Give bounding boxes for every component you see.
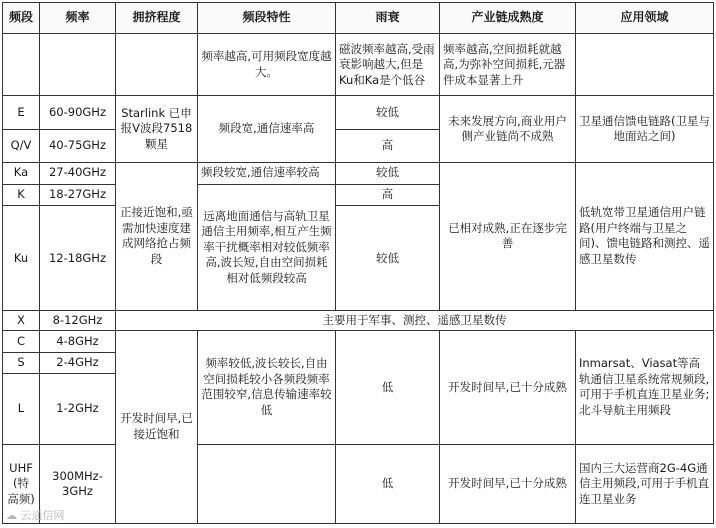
band-name: UHF (特 高频) [3, 445, 40, 524]
band-frequency: 27-40GHz [40, 162, 116, 184]
rain-fade-cell: 低 [336, 330, 440, 444]
table-row [3, 162, 714, 184]
crowding-cell: 正接近饱和,亟需加快速度建成网络抢占频段 [116, 162, 198, 310]
band-frequency: 12-18GHz [40, 206, 116, 311]
header-maturity: 产业链成熟度 [440, 3, 576, 34]
band-name: K [3, 184, 40, 206]
band-frequency: 60-90GHz [40, 96, 116, 129]
empty-cell [3, 34, 40, 96]
header-rain-fade: 雨衰 [336, 3, 440, 34]
header-crowding: 拥挤程度 [116, 3, 198, 34]
band-frequency: 8-12GHz [40, 311, 116, 331]
table-row [3, 330, 714, 352]
header-characteristics: 频段特性 [198, 3, 336, 34]
band-frequency: 40-75GHz [40, 129, 116, 162]
header-application: 应用领域 [576, 3, 714, 34]
summary-characteristics: 频率越高,可用频段宽度越大。 [198, 34, 336, 96]
band-name: Ku [3, 206, 40, 311]
band-name: Q/V [3, 129, 40, 162]
application-cell: 低轨宽带卫星通信用户链路(用户终端与卫星之间)、馈电链路和测控、遥感卫星数传 [576, 162, 714, 310]
characteristics-cell: 远离地面通信与高轨卫星通信主用频率,相互产生频率干扰概率相对较低频率高,波长短,自由空间损耗相对低频段较高 [198, 184, 336, 311]
watermark-text: 云通信网 [20, 509, 65, 522]
band-frequency: 4-8GHz [40, 330, 116, 352]
rain-fade-cell: 较低 [336, 206, 440, 311]
rain-fade-cell: 高 [336, 184, 440, 206]
band-name: L [3, 374, 40, 445]
header-frequency: 频率 [40, 3, 116, 34]
table-row [3, 96, 714, 129]
cloud-icon: ☁ [6, 509, 17, 522]
band-name: S [3, 352, 40, 374]
band-name: E [3, 96, 40, 129]
band-frequency: 2-4GHz [40, 352, 116, 374]
crowding-cell: Starlink 已申报V波段7518颗星 [116, 96, 198, 162]
characteristics-cell: 频率较低,波长较长,自由空间损耗较小各频段频率范围较窄,信息传输速率较低 [198, 330, 336, 444]
band-name: X [3, 311, 40, 331]
maturity-cell: 已相对成熟,正在逐步完善 [440, 162, 576, 310]
characteristics-cell: 频段宽,通信速率高 [198, 96, 336, 162]
empty-cell [576, 34, 714, 96]
rain-fade-cell: 较低 [336, 96, 440, 129]
watermark-logo [6, 507, 65, 523]
table-row [3, 445, 714, 524]
band-frequency: 18-27GHz [40, 184, 116, 206]
rain-fade-cell: 较低 [336, 162, 440, 184]
band-frequency: 1-2GHz [40, 374, 116, 445]
maturity-cell: 开发时间早,已十分成熟 [440, 445, 576, 524]
rain-fade-cell: 高 [336, 129, 440, 162]
summary-maturity: 频率越高,空间损耗就越高,为弥补空间损耗,元器件成本显著上升 [440, 34, 576, 96]
characteristics-cell: 频段较宽,通信速率较高 [198, 162, 336, 184]
rain-fade-cell: 低 [336, 445, 440, 524]
header-row [3, 3, 714, 34]
application-cell: 卫星通信馈电链路(卫星与地面站之间) [576, 96, 714, 162]
band-name: C [3, 330, 40, 352]
frequency-band-table [2, 2, 714, 524]
empty-cell [40, 34, 116, 96]
empty-cell [116, 34, 198, 96]
maturity-cell: 未来发展方向,商业用户侧产业链尚不成熟 [440, 96, 576, 162]
band-frequency: 300MHz- 3GHz [40, 445, 116, 524]
empty-cell [198, 445, 336, 524]
table-row [3, 311, 714, 331]
summary-rain-fade: 磁波频率越高,受雨衰影响越大,但是Ku和Ka是个低谷 [336, 34, 440, 96]
summary-row [3, 34, 714, 96]
merged-usage-cell: 主要用于军事、测控、遥感卫星数传 [116, 311, 714, 331]
header-band: 频段 [3, 3, 40, 34]
maturity-cell: 开发时间早,已十分成熟 [440, 330, 576, 444]
application-cell: 国内三大运营商2G-4G通信主用频段,可用于手机直连卫星业务 [576, 445, 714, 524]
application-cell: Inmarsat、Viasat等高轨通信卫星系统常规频段,可用于手机直连卫星业务;北斗导航主用频段 [576, 330, 714, 444]
crowding-cell: 开发时间早,已接近饱和 [116, 330, 198, 523]
band-name: Ka [3, 162, 40, 184]
